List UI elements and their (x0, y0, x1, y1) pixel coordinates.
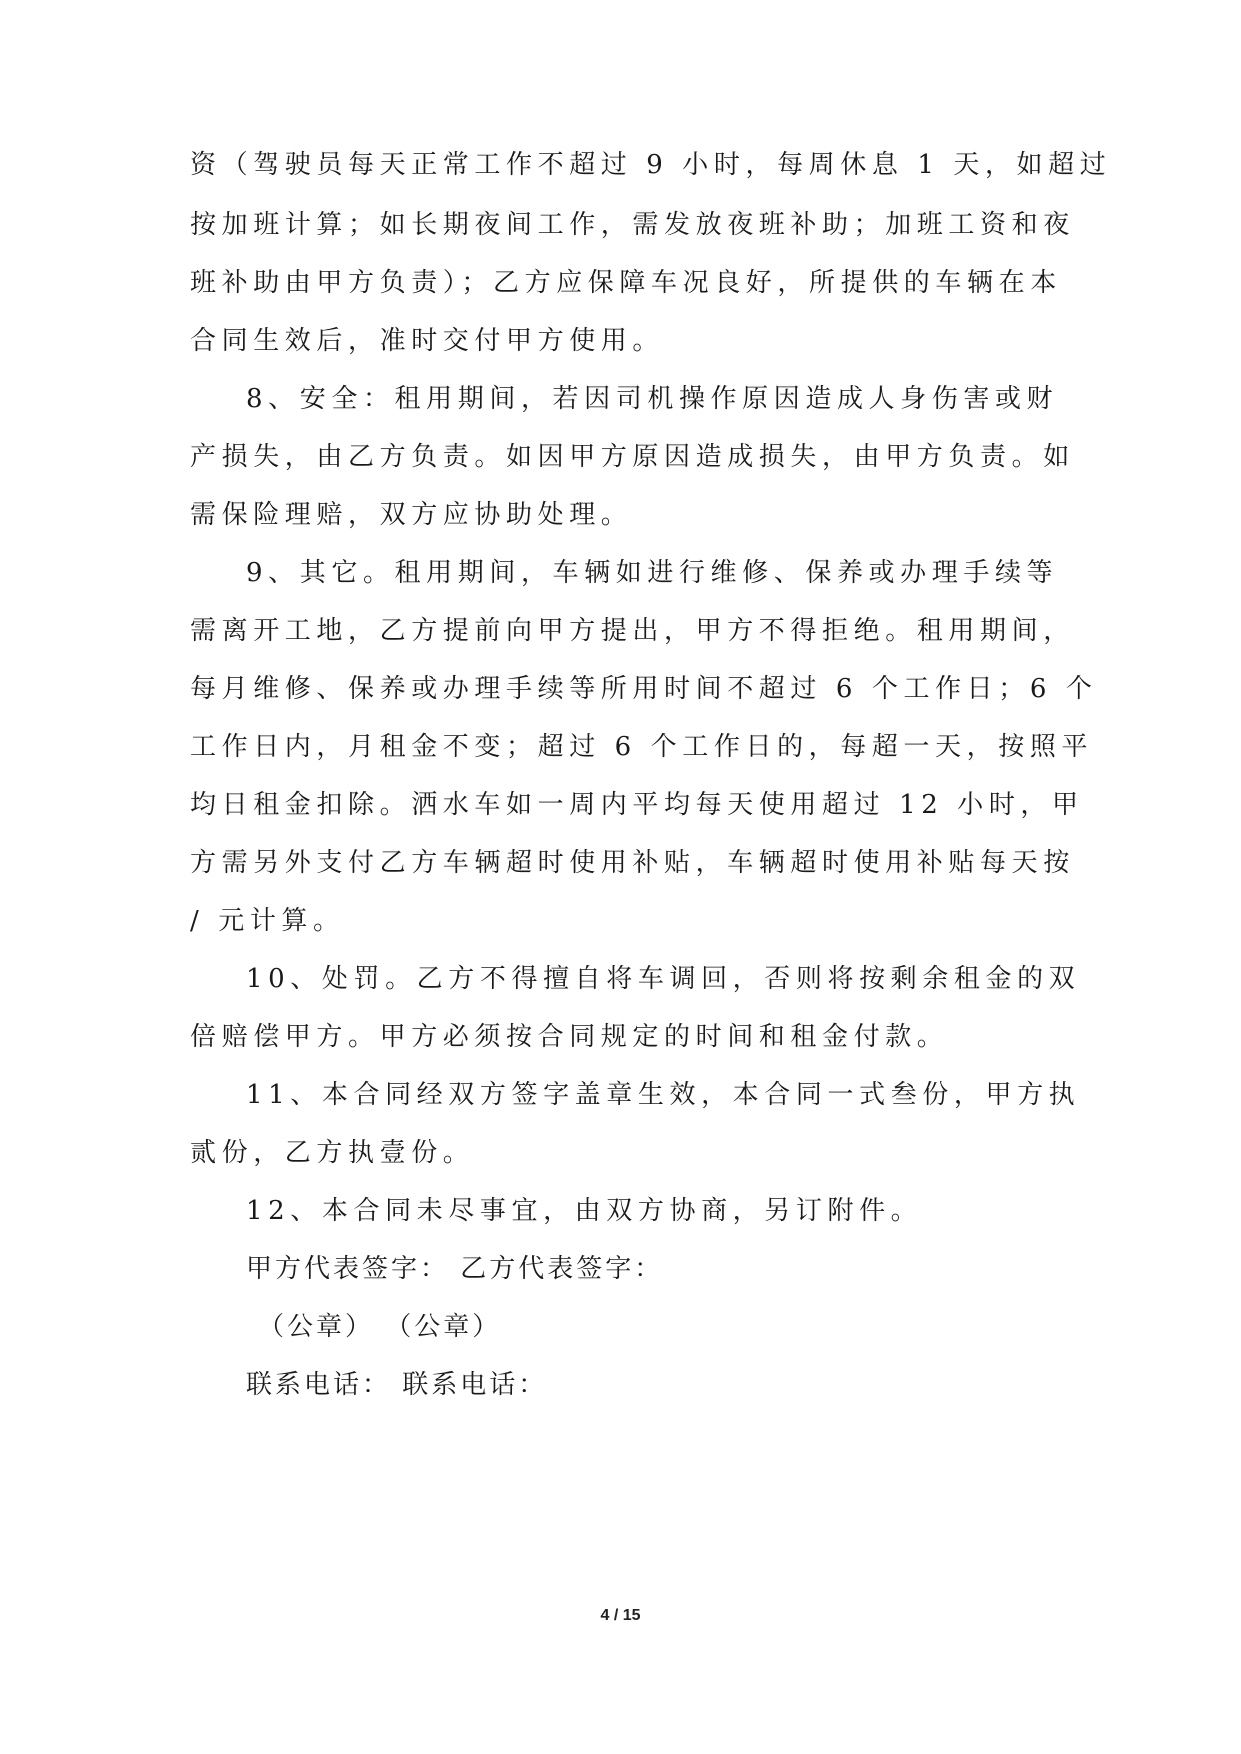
page-number: 4 / 15 (600, 1607, 641, 1624)
paragraph-8-line-1: 8、安全：租用期间，若因司机操作原因造成人身伤害或财 (246, 384, 1059, 414)
paragraph-11-line-2: 贰份，乙方执壹份。 (190, 1138, 475, 1168)
paragraph-9-line-3: 每月维修、保养或办理手续等所用时间不超过 6 个工作日；6 个 (190, 674, 1098, 704)
paragraph-12-line-1: 12、本合同未尽事宜，由双方协商，另订附件。 (246, 1196, 923, 1226)
paragraph-7-line-2: 按加班计算；如长期夜间工作，需发放夜班补助；加班工资和夜 (190, 210, 1075, 240)
signature-representatives: 甲方代表签字： 乙方代表签字： (246, 1254, 664, 1284)
paragraph-8-line-3: 需保险理赔，双方应协助处理。 (190, 500, 633, 530)
signature-seals: （公章） （公章） (258, 1312, 502, 1342)
paragraph-11-line-1: 11、本合同经双方签字盖章生效，本合同一式叁份，甲方执 (246, 1080, 1081, 1110)
paragraph-9-line-7: / 元计算。 (190, 906, 345, 936)
paragraph-10-line-2: 倍赔偿甲方。甲方必须按合同规定的时间和租金付款。 (190, 1022, 949, 1052)
paragraph-10-line-1: 10、处罚。乙方不得擅自将车调回，否则将按剩余租金的双 (246, 964, 1081, 994)
paragraph-9-line-5: 均日租金扣除。洒水车如一周内平均每天使用超过 12 小时，甲 (190, 790, 1084, 820)
paragraph-7-line-4: 合同生效后，准时交付甲方使用。 (190, 326, 665, 356)
paragraph-7-line-3: 班补助由甲方负责）；乙方应保障车况良好，所提供的车辆在本 (190, 268, 1062, 298)
signature-phones: 联系电话： 联系电话： (246, 1370, 548, 1400)
paragraph-9-line-6: 方需另外支付乙方车辆超时使用补贴，车辆超时使用补贴每天按 (190, 848, 1075, 878)
paragraph-7-line-1: 资（驾驶员每天正常工作不超过 9 小时，每周休息 1 天，如超过 (190, 150, 1112, 180)
paragraph-9-line-2: 需离开工地，乙方提前向甲方提出，甲方不得拒绝。租用期间， (190, 616, 1075, 646)
paragraph-9-line-4: 工作日内，月租金不变；超过 6 个工作日的，每超一天，按照平 (190, 732, 1094, 762)
paragraph-9-line-1: 9、其它。租用期间，车辆如进行维修、保养或办理手续等 (246, 558, 1059, 588)
paragraph-8-line-2: 产损失，由乙方负责。如因甲方原因造成损失，由甲方负责。如 (190, 442, 1075, 472)
